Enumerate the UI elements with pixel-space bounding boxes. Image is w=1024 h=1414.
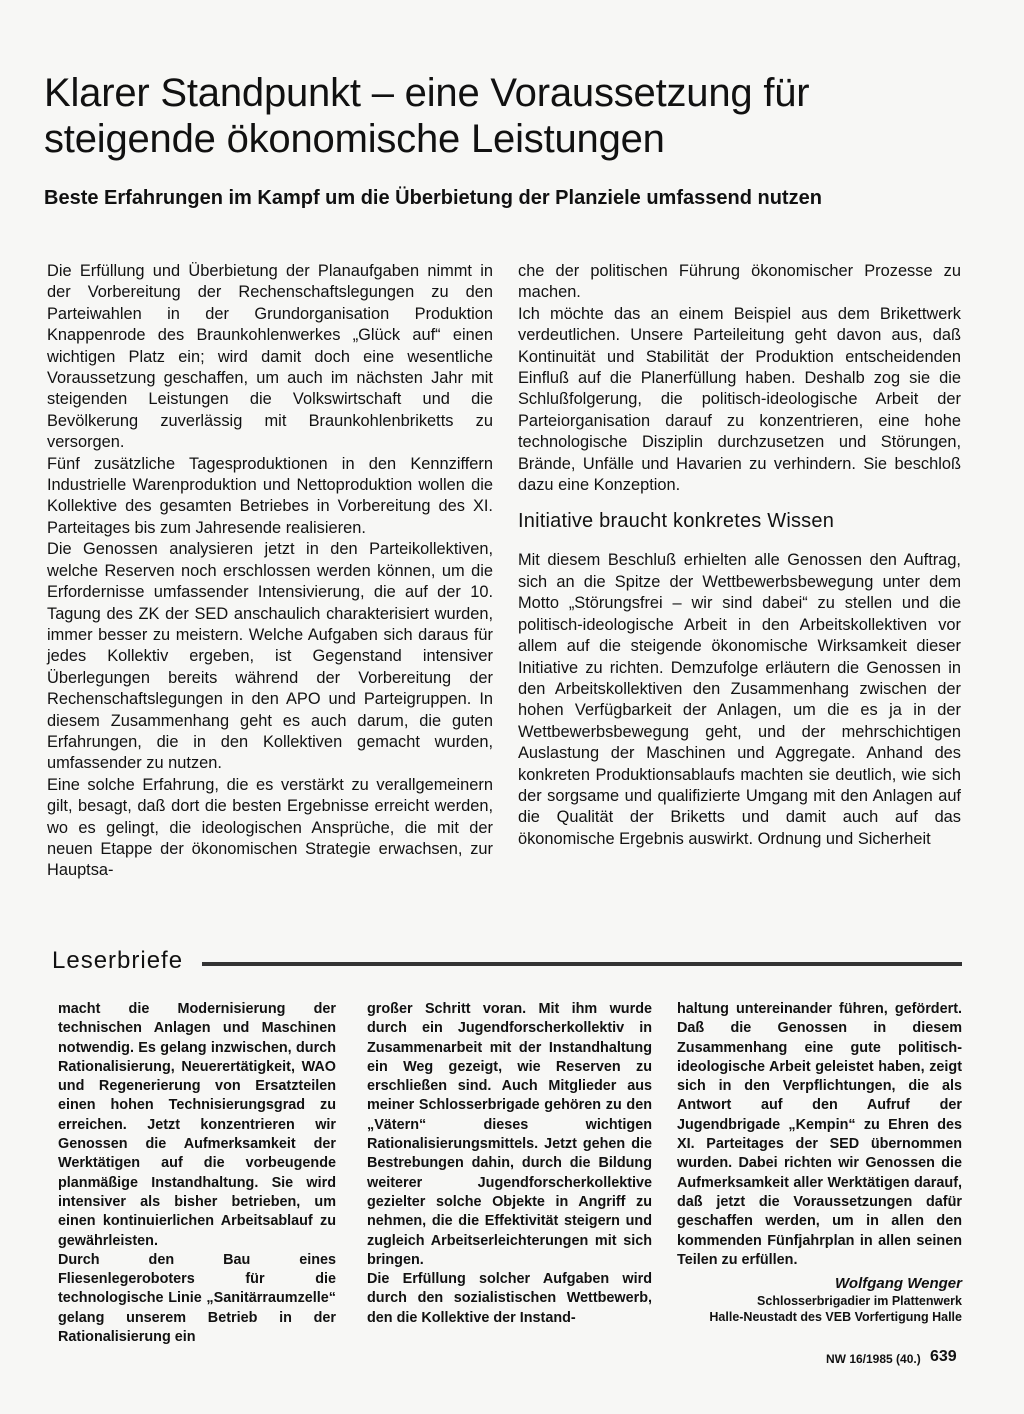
paragraph: che der politischen Führung ökonomischer Prozesse zu machen.: [518, 262, 961, 302]
author-affiliation: Halle-Neustadt des VEB Vorfertigung Halle: [709, 1310, 962, 1325]
article-subheadline: Beste Erfahrungen im Kampf um die Überbietung der Planziele umfassend nutzen: [44, 187, 822, 209]
paragraph: Eine solche Erfahrung, die es verstärkt zu verallgemeinern gilt, besagt, daß dort die besten Ergebnisse erreicht werden, wo es gelingt, die ideologischen Ansprüche, die mit der neuen Etappe der ökonomischen Strategie erwachsen, zur Hauptsa-: [47, 775, 493, 880]
paragraph: Die Erfüllung und Überbietung der Planaufgaben nimmt in der Vorbereitung der Rechenschaftslegungen zu den Parteiwahlen in der Grundorganisation Produktion Knappenrode des Braunkohlenwerkes „Glück auf“ einen wichtigen Platz ein; wird damit doch eine wesentliche Voraussetzung geschaffen, um auch im nächsten Jahr mit steigenden Leistungen die Volkswirtschaft und die Bevölkerung zuverlässig mit Braunkohlenbriketts zu versorgen.: [47, 262, 493, 452]
paragraph: Die Erfüllung solcher Aufgaben wird durch den sozialistischen Wettbewerb, den die Kollektive der Instand-: [367, 1271, 652, 1326]
article-column-2: [518, 261, 961, 850]
issue-reference: NW 16/1985 (40.): [826, 1352, 921, 1366]
author-affiliation: Schlosserbrigadier im Plattenwerk: [757, 1294, 962, 1309]
paragraph: Mit diesem Beschluß erhielten alle Genossen den Auftrag, sich an die Spitze der Wettbewerbsbewegung unter dem Motto „Störungsfrei – wir sind dabei“ zu stellen und die politisch-ideologische Arbeit in den Arbeitskollektiven vor allem auf die steigende ökonomische Wirksamkeit dieser Initiative zu richten. Demzufolge erläutern die Genossen in den Arbeitskollektiven den Zusammenhang zwischen der hohen Verfügbarkeit der Anlagen, um die es ja in der Wettbewerbsbewegung geht, und der mehrschichtigen Auslastung der Maschinen und Aggregate. Anhand des konkreten Produktionsablaufs machten sie deutlich, wie sich der sorgsame und qualifizierte Umgang mit den Anlagen auf die Qualität der Briketts und damit auch auf das ökonomische Ergebnis auswirkt. Ordnung und Sicherheit: [518, 551, 961, 848]
paragraph: Ich möchte das an einem Beispiel aus dem Brikettwerk verdeutlichen. Unsere Parteileitung geht davon aus, daß Kontinuität und Stabilität der Produktion entscheidenden Einfluß auf die Planerfüllung haben. Deshalb zog sie die Schlußfolgerung, die politisch-ideologische Arbeit der Parteiorganisation darauf zu konzentrieren, eine hohe technologische Disziplin durchzusetzen und Störungen, Brände, Unfälle und Havarien zu verhindern. Sie beschloß dazu eine Konzeption.: [518, 304, 961, 495]
section-divider: [202, 962, 962, 966]
letters-column-2: [367, 1000, 652, 1328]
paragraph: Fünf zusätzliche Tagesproduktionen in den Kennziffern Industrielle Warenproduktion und Nettoproduktion wollen die Kollektive des gesamten Betriebes in Vorbereitung des XI. Parteitages bis zum Jahresende realisieren.: [47, 454, 493, 537]
article-column-1: [47, 261, 493, 882]
paragraph: haltung untereinander führen, gefördert. Daß die Genossen in diesem Zusammenhang eine gute politisch-ideologische Arbeit geleistet haben, zeigt sich in den Verpflichtungen, die als Antwort auf den Aufruf der Jugendbrigade „Kempin“ zu Ehren des XI. Parteitages der SED übernommen wurden. Dabei richten wir Genossen die Aufmerksamkeit aller Werktätigen darauf, daß jetzt die Voraussetzungen dafür geschaffen werden, um in allen den kommenden Fünfjahrplan in allen seinen Teilen zu erfüllen.: [677, 1001, 962, 1268]
letters-column-3: [677, 1000, 962, 1325]
paragraph: großer Schritt voran. Mit ihm wurde durch ein Jugendforscherkollektiv in Zusammenarbeit mit der Instandhaltung ein Weg gezeigt, wie Reserven zu erschließen sind. Auch Mitglieder aus meiner Schlosserbrigade gehören zu den „Vätern“ dieses wichtigen Rationalisierungsmittels. Jetzt gehen die Bestrebungen dahin, durch die Bildung weiterer Jugendforscherkollektive gezielter solche Objekte in Angriff zu nehmen, die die Effektivität steigern und zugleich Arbeitserleichterungen mit sich bringen.: [367, 1001, 652, 1268]
paragraph: Die Genossen analysieren jetzt in den Parteikollektiven, welche Reserven noch erschlossen werden können, um die Erfordernisse umfassender Intensivierung, die auf der 10. Tagung des ZK der SED anschaulich charakterisiert wurden, immer besser zu meistern. Welche Aufgaben sich daraus für jedes Kollektiv ergeben, ist Gegenstand intensiver Überlegungen bereits während der Vorbereitung der Rechenschaftslegungen in den APO und Parteigruppen. In diesem Zusammenhang geht es auch darum, die guten Erfahrungen, die in den Kollektiven gemacht wurden, umfassender zu nutzen.: [47, 540, 493, 773]
letters-column-1: [58, 1000, 336, 1347]
article-headline: Klarer Standpunkt – eine Voraussetzung für steigende ökonomische Leistungen: [44, 71, 810, 161]
letter-author: Wolfgang Wenger: [835, 1275, 962, 1293]
letters-section-header: [52, 946, 962, 978]
paragraph: Durch den Bau eines Fliesenlegeroboters für die technologische Linie „Sanitärraumzelle“ gelang unserem Betrieb in der Rationalisierung ein: [58, 1251, 336, 1346]
letters-section-title: Leserbriefe: [52, 947, 184, 974]
section-heading: Initiative braucht konkretes Wissen: [518, 510, 835, 533]
paragraph: macht die Modernisierung der technischen Anlagen und Maschinen notwendig. Es gelang inzwischen, durch Rationalisierung, Neuerertätigkeit, WAO und Regenerierung von Ersatzteilen einen hohen Technisierungsgrad zu erreichen. Jetzt konzentrieren wir Genossen die Aufmerksamkeit der Werktätigen auf die vorbeugende planmäßige Instandhaltung. Sie wird intensiver als bisher betrieben, um einen kontinuierlichen Arbeitsablauf zu gewährleisten.: [58, 1001, 336, 1249]
page-number: 639: [930, 1348, 957, 1365]
